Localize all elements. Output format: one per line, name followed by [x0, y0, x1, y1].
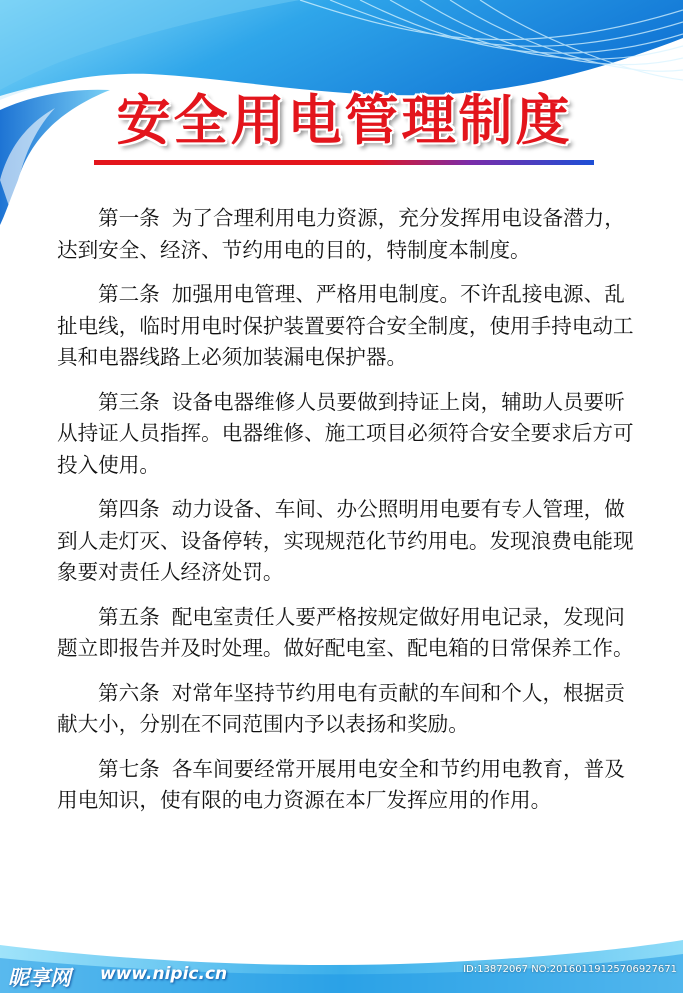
article-text: 加强用电管理、严格用电制度。不许乱接电源、乱扯电线，临时用电时保护装置要符合安全制度，使用手持电动工具和电器线路上必须加装漏电保护器。 [57, 282, 634, 369]
article-number: 第三条 [98, 389, 160, 414]
article-text: 动力设备、车间、办公照明用电要有专人管理，做到人走灯灭、设备停转，实现规范化节约用电。发现浪费电能现象要对责任人经济处罚。 [57, 497, 634, 584]
article-1 [57, 203, 635, 266]
article-3 [57, 387, 635, 482]
article-5 [57, 602, 635, 665]
article-2 [57, 279, 635, 374]
title-block [92, 80, 597, 168]
article-text: 对常年坚持节约用电有贡献的车间和个人，根据贡献大小，分别在不同范围内予以表扬和奖励。 [57, 680, 625, 736]
article-number: 第一条 [98, 206, 160, 230]
watermark-url: www.nipic.cn [100, 964, 228, 984]
article-number: 第七条 [98, 756, 160, 781]
article-6 [57, 678, 635, 741]
article-number: 第四条 [98, 497, 160, 521]
regulation-body [57, 203, 635, 830]
article-number: 第二条 [98, 282, 160, 306]
watermark-logo: 昵享网 [8, 966, 71, 990]
article-text: 配电室责任人要严格按规定做好用电记录，发现问题立即报告并及时处理。做好配电室、配电箱的日常保养工作。 [57, 604, 634, 660]
title-underline [94, 160, 594, 165]
article-number: 第六条 [98, 680, 160, 705]
watermark-id: ID:13872067 NO:20160119125706927671 [463, 964, 677, 975]
article-text: 各车间要经常开展用电安全和节约用电教育，普及用电知识，使有限的电力资源在本厂发挥应用的作用。 [57, 756, 625, 812]
article-4 [57, 494, 635, 589]
article-7 [57, 754, 635, 817]
article-text: 为了合理利用电力资源，充分发挥用电设备潜力，达到安全、经济、节约用电的目的，特制度本制度。 [57, 206, 625, 262]
article-text: 设备电器维修人员要做到持证上岗，辅助人员要听从持证人员指挥。电器维修、施工项目必须符合安全要求后方可投入使用。 [57, 389, 634, 477]
page-title: 安全用电管理制度 [116, 89, 573, 152]
article-number: 第五条 [98, 604, 160, 629]
